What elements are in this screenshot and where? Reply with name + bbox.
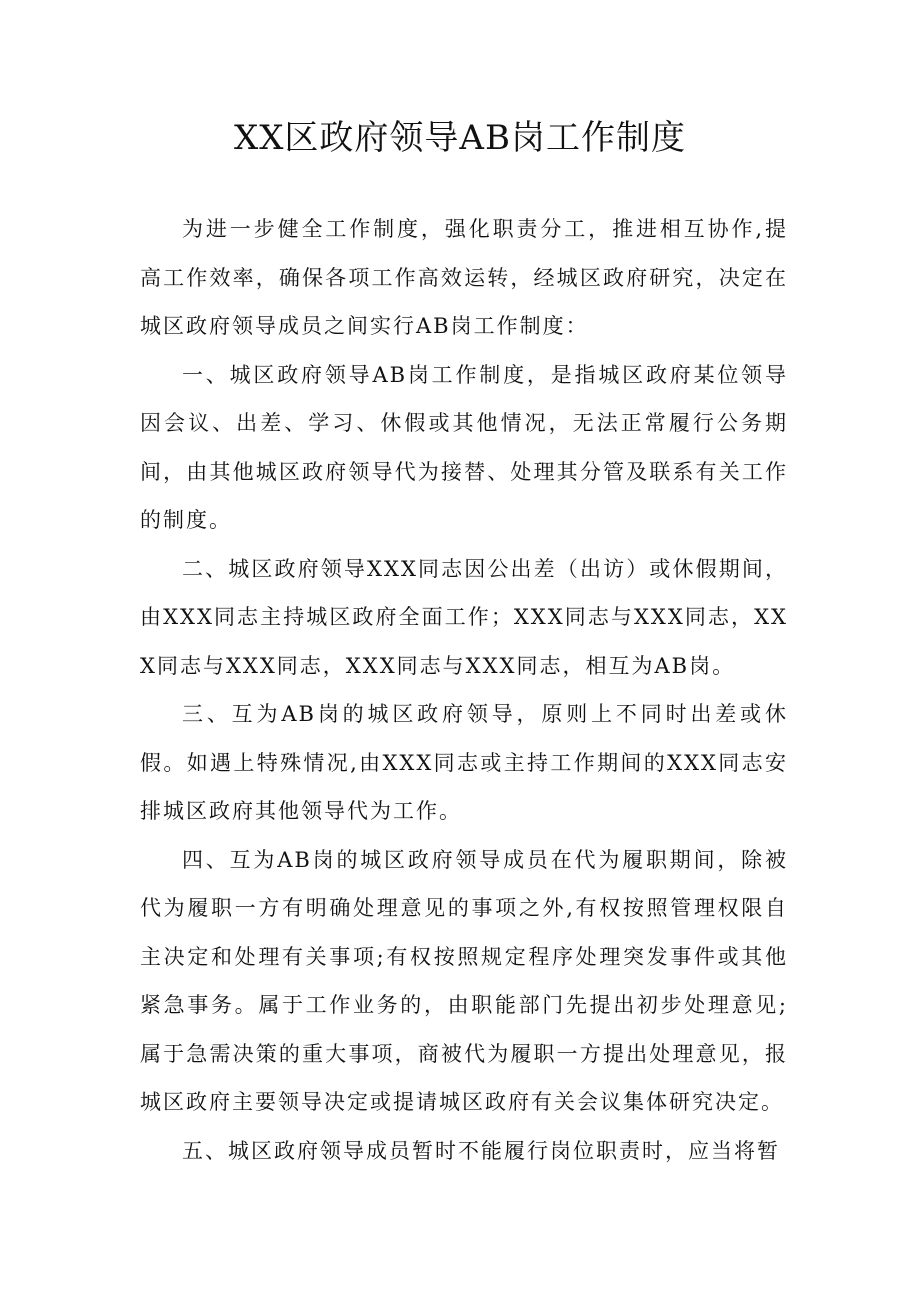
paragraph-2: 二、城区政府领导XXX同志因公出差（出访）或休假期间，由XXX同志主持城区政府全面工作；XXX同志与XXX同志，XXX同志与XXX同志，XXX同志与XXX同志，相互为AB岗。 (140, 556, 788, 678)
paragraph-4: 四、互为AB岗的城区政府领导成员在代为履职期间，除被代为履职一方有明确处理意见的事项之外,有权按照管理权限自主决定和处理有关事项;有权按照规定程序处理突发事件或其他紧急事务。属于工作业务的，由职能部门先提出初步处理意见;属于急需决策的重大事项，商被代为履职一方提出处理意见，报城区政府主要领导决定或提请城区政府有关会议集体研究决定。 (140, 847, 788, 1114)
document-title: XX区政府领导AB岗工作制度 (234, 118, 686, 158)
paragraph-5: 五、城区政府领导成员暂时不能履行岗位职责时，应当将暂 (182, 1138, 780, 1163)
paragraph-intro: 为进一步健全工作制度，强化职责分工，推进相互协作,提高工作效率，确保各项工作高效运转，经城区政府研究，决定在城区政府领导成员之间实行AB岗工作制度： (140, 217, 788, 338)
paragraph-1: 一、城区政府领导AB岗工作制度，是指城区政府某位领导因会议、出差、学习、休假或其他情况，无法正常履行公务期间，由其他城区政府领导代为接替、处理其分管及联系有关工作的制度。 (140, 362, 788, 532)
paragraph-3: 三、互为AB岗的城区政府领导，原则上不同时出差或休假。如遇上特殊情况,由XXX同志或主持工作期间的XXX同志安排城区政府其他领导代为工作。 (140, 702, 788, 823)
document-body (140, 205, 788, 1175)
